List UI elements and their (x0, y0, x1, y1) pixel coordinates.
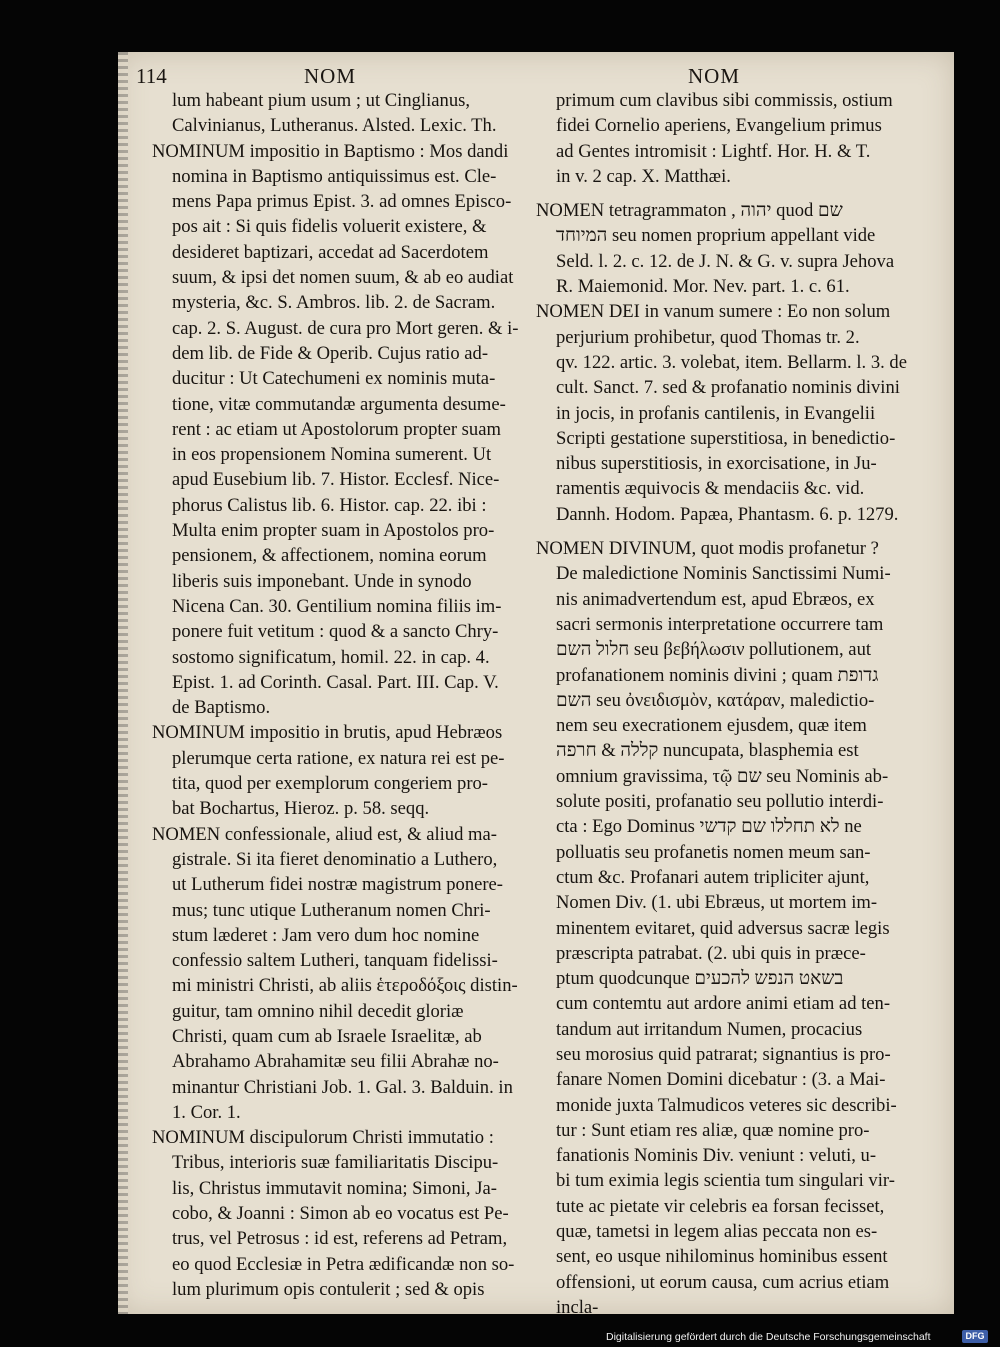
text-line: tute ac pietate vir celebris ea forsan fecisset, (556, 1195, 885, 1217)
text-line: perjurium prohibetur, quod Thomas tr. 2. (556, 326, 860, 348)
text-line: primum cum clavibus sibi commissis, ostium (556, 90, 893, 111)
left-column-title: NOM (304, 64, 357, 88)
text-line: pensionem, & affectionem, nomina eorum (172, 545, 487, 567)
text-line: המיוחד seu nomen proprium appellant vide (556, 225, 876, 247)
text-line: cobo, & Joanni : Simon ab eo vocatus est Pe- (172, 1203, 509, 1225)
text-line: Multa enim propter suam in Apostolos pro- (172, 520, 495, 542)
text-line: Seld. l. 2. c. 12. de J. N. & G. v. supra Jehova (556, 250, 895, 272)
text-line: offensioni, ut eorum causa, cum acrius etiam (556, 1271, 890, 1293)
right-column-title: NOM (688, 64, 741, 88)
text-line: confessio saltem Lutheri, tanquam fidelissi- (172, 950, 498, 972)
text-line: tandum aut irritandum Numen, procacius (556, 1018, 863, 1040)
text-line: incla- (556, 1296, 599, 1318)
text-line: seu morosius quid patrarat; signantius is pro- (556, 1043, 891, 1065)
text-line: monide juxta Talmudicos veteres sic describi- (556, 1094, 897, 1116)
text-line: sostomo significatum, homil. 22. in cap. 4. (172, 646, 490, 668)
text-line: nibus superstitiosis, in exorcisatione, in Ju- (556, 453, 877, 475)
text-line: nis animadvertendum est, apud Ebræos, ex (556, 588, 875, 610)
right-text-column (536, 88, 934, 1320)
text-line: Christi, quam cum ab Israele Israelitæ, ab (172, 1025, 482, 1047)
text-line: pos ait : Si quis fidelis voluerit existere, & (172, 216, 487, 238)
text-line: ponere fuit vetitum : quod & a sancto Chry- (172, 621, 499, 643)
text-line: rent : ac etiam ut Apostolorum propter suam (172, 418, 501, 440)
text-line: in v. 2 cap. X. Matthæi. (556, 165, 731, 187)
page-edge (118, 52, 128, 1314)
text-line: Scripti gestatione superstitiosa, in benedictio- (556, 427, 896, 449)
text-line: minantur Christiani Job. 1. Gal. 3. Balduin. in (172, 1076, 513, 1098)
text-line: stum læderet : Jam vero dum hoc nomine (172, 924, 480, 946)
entry-gap (536, 189, 934, 198)
text-line: mysteria, &c. S. Ambros. lib. 2. de Sacram. (172, 292, 496, 314)
book-page (118, 52, 954, 1318)
text-line: ptum quodcunque בשאט הנפש להכעים (556, 968, 844, 990)
text-line: Nicena Can. 30. Gentilium nomina filiis im- (172, 595, 502, 617)
running-head (118, 62, 954, 90)
text-line: lum plurimum opis contulerit ; sed & opis (172, 1278, 485, 1300)
text-line: polluatis seu profanetis nomen meum san- (556, 841, 871, 863)
text-line: NOMINUM discipulorum Christi immutatio : (152, 1127, 494, 1149)
text-line: in jocis, in profanis cantilenis, in Evangelii (556, 402, 876, 424)
text-line: ctum &c. Profanari autem tripliciter ajunt, (556, 866, 870, 888)
text-line: minentem evitaret, quid adversus sacræ legis (556, 917, 890, 939)
text-line: dem lib. de Fide & Operib. Cujus ratio ad- (172, 342, 489, 364)
text-line: NOMINUM impositio in Baptismo : Mos dandi (152, 140, 509, 162)
text-line: qv. 122. artic. 3. volebat, item. Bellarm. l. 3. de (556, 351, 907, 373)
text-line: ducitur : Ut Catechumeni ex nominis muta- (172, 368, 496, 390)
text-line: præscripta patrabat. (2. ubi quis in præce- (556, 942, 866, 964)
text-line: fanationis Nominis Div. veniunt : veluti, u- (556, 1145, 877, 1167)
text-line: חלול השם seu βεβήλωσιν pollutionem, aut (556, 639, 872, 661)
left-text-column (152, 88, 524, 1302)
text-line: Abrahamo Abrahamitæ seu filii Abrahæ no- (172, 1051, 499, 1073)
text-line: קללה & חרפה nuncupata, blasphemia est (556, 740, 859, 762)
text-line: gistrale. Si ita fieret denominatio a Luthero, (172, 848, 498, 870)
entry-gap (536, 527, 934, 536)
text-line: phorus Calistus lib. 6. Histor. cap. 22. ibi : (172, 494, 487, 516)
text-line: eo quod Ecclesiæ in Petra ædificandæ non so- (172, 1253, 515, 1275)
page-number: 114 (136, 64, 167, 88)
text-line: bat Bochartus, Hieroz. p. 58. seqq. (172, 798, 430, 820)
text-line: fanare Nomen Domini dicebatur : (3. a Mai- (556, 1069, 886, 1091)
text-line: quæ, tametsi in legem alias peccata non es- (556, 1221, 878, 1243)
text-line: ramentis æquivocis & mendaciis &c. vid. (556, 478, 865, 500)
text-line: cum contemtu aut ardore animi etiam ad ten- (556, 993, 891, 1015)
text-line: in eos propensionem Nomina sumerent. Ut (172, 444, 492, 466)
text-line: mi ministri Christi, ab aliis ἑτεροδόξοις distin- (172, 975, 518, 997)
text-line: NOMEN tetragrammaton , יהוה quod שם (536, 200, 843, 222)
text-line: Epist. 1. ad Corinth. Casal. Part. III. Cap. V. (172, 671, 499, 693)
text-line: NOMEN confessionale, aliud est, & aliud ma- (152, 823, 497, 845)
text-line: השם seu ὀνειδισμὸν, κατάραν, maledictio- (556, 689, 875, 711)
text-line: Tribus, interioris suæ familiaritatis Discipu- (172, 1152, 499, 1174)
text-line: cta : Ego Dominus לא תחללו שם קדשי ne (556, 816, 862, 838)
text-line: De maledictione Nominis Sanctissimi Numi- (556, 563, 891, 585)
text-line: desideret baptizari, accedat ad Sacerdotem (172, 241, 489, 263)
dfg-logo: DFG (962, 1330, 988, 1343)
text-line: NOMINUM impositio in brutis, apud Hebræos (152, 722, 503, 744)
text-line: ut Lutherum fidei nostræ magistrum ponere- (172, 874, 504, 896)
text-line: de Baptismo. (172, 697, 271, 719)
text-line: guitur, tam omnino nihil decedit gloriæ (172, 1000, 464, 1022)
text-line: ad Gentes intromisit : Lightf. Hor. H. & T. (556, 140, 871, 162)
text-line: plerumque certa ratione, ex natura rei est pe- (172, 747, 505, 769)
text-line: NOMEN DEI in vanum sumere : Eo non solum (536, 301, 891, 323)
text-line: sent, eo usque nihilominus hominibus essent (556, 1246, 888, 1268)
text-line: fidei Cornelio aperiens, Evangelium primus (556, 115, 882, 137)
text-line: lis, Christus immutavit nomina; Simoni, Ja- (172, 1177, 497, 1199)
text-line: apud Eusebium lib. 7. Histor. Ecclesf. Nice- (172, 469, 500, 491)
text-line: NOMEN DIVINUM, quot modis profanetur ? (536, 538, 879, 560)
text-line: tur : Sunt etiam res aliæ, quæ nomine pro- (556, 1119, 870, 1141)
text-line: sacri sermonis interpretatione occurrere tam (556, 613, 884, 635)
text-line: Calvinianus, Lutheranus. Alsted. Lexic. Th. (172, 115, 497, 137)
text-line: liberis suis imponebant. Unde in synodo (172, 570, 472, 592)
text-line: bi tum eximia legis scientia tum singulari vir- (556, 1170, 895, 1192)
text-line: 1. Cor. 1. (172, 1101, 241, 1123)
text-line: tita, quod per exemplorum congeriem pro- (172, 773, 488, 795)
text-line: cult. Sanct. 7. sed & profanatio nominis divini (556, 377, 900, 399)
text-line: Nomen Div. (1. ubi Ebræus, ut mortem im- (556, 892, 878, 914)
text-line: tione, vitæ commutandæ argumenta desume- (172, 393, 506, 415)
text-line: Dannh. Hodom. Papæa, Phantasm. 6. p. 1279. (556, 503, 899, 525)
text-line: lum habeant pium usum ; ut Cinglianus, (172, 90, 470, 111)
text-line: nem seu execrationem ejusdem, quæ item (556, 715, 867, 737)
text-line: nomina in Baptismo antiquissimus est. Cle- (172, 165, 497, 187)
text-line: trus, vel Petrosus : id est, referens ad Petram, (172, 1228, 508, 1250)
text-line: mens Papa primus Epist. 3. ad omnes Episco- (172, 191, 512, 213)
text-line: profanationem nominis divini ; quam גדופת (556, 664, 879, 686)
text-line: cap. 2. S. August. de cura pro Mort geren. & i- (172, 317, 519, 339)
text-line: R. Maiemonid. Mor. Nev. part. 1. c. 61. (556, 276, 850, 298)
digitization-credit: Digitalisierung gefördert durch die Deutsche Forschungsgemeinschaft (606, 1331, 931, 1343)
text-line: omnium gravissima, τῷ שם seu Nominis ab- (556, 765, 889, 787)
text-line: suum, & ipsi det nomen suum, & ab eo audiat (172, 267, 514, 289)
text-line: mus; tunc utique Lutheranum nomen Chri- (172, 899, 491, 921)
text-line: solute positi, profanatio seu pollutio interdi- (556, 791, 884, 813)
